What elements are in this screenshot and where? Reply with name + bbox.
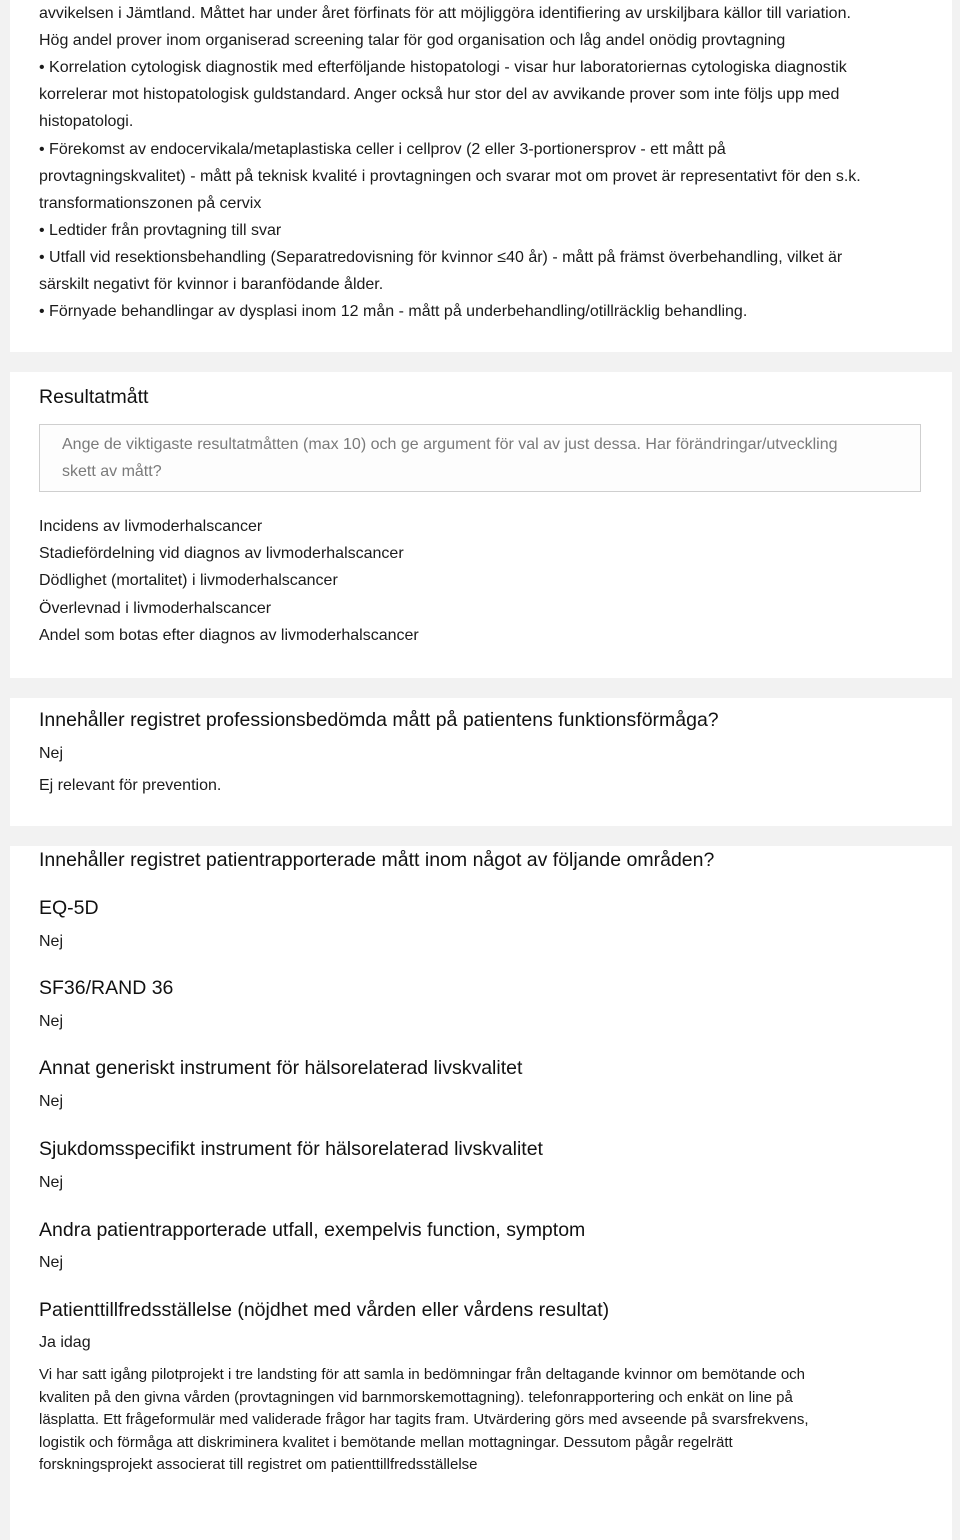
instrument-label: Annat generiskt instrument för hälsorelaterad livskvalitet: [39, 1057, 523, 1079]
instrument-label: Patienttillfredsställelse (nöjdhet med vården eller vårdens resultat): [39, 1299, 610, 1321]
answer-text: Nej: [39, 745, 64, 762]
patient-reported-panel: [10, 846, 952, 1540]
instrument-answer: Nej: [39, 1254, 64, 1271]
text-line: • Korrelation cytologisk diagnostik med efterföljande histopatologi - visar hur laboratoriernas cytologiska diagnostik: [39, 59, 847, 76]
instrument-label: Sjukdomsspecifikt instrument för hälsorelaterad livskvalitet: [39, 1138, 543, 1160]
result-item: Stadiefördelning vid diagnos av livmoderhalscancer: [39, 545, 404, 562]
text-line: korrelerar mot histopatologisk guldstandard. Anger också hur stor del av avvikande prover som inte följs upp med: [39, 86, 840, 103]
description-line: läsplatta. Ett frågeformulär med validerade frågor har tagits fram. Utvärdering görs med avseende på svarsfrekvens,: [39, 1411, 809, 1428]
result-item: Överlevnad i livmoderhalscancer: [39, 600, 272, 617]
instrument-label: EQ-5D: [39, 897, 99, 919]
result-item: Andel som botas efter diagnos av livmoderhalscancer: [39, 627, 419, 644]
comment-text: Ej relevant för prevention.: [39, 777, 222, 794]
process-measures-panel: [10, 0, 952, 352]
instrument-answer: Nej: [39, 1174, 64, 1191]
hint-box: [39, 424, 921, 492]
section-heading: Resultatmått: [39, 386, 149, 408]
text-line: provtagningskvalitet) - mått på teknisk kvalité i provtagningen och svarar mot om provet är representativt för den s.k.: [39, 168, 861, 185]
text-line: histopatologi.: [39, 113, 134, 130]
text-line: Hög andel prover inom organiserad screening talar för god organisation och låg andel onödig provtagning: [39, 32, 786, 49]
hint-text: skett av mått?: [62, 463, 162, 480]
instrument-answer: Ja idag: [39, 1334, 91, 1351]
description-line: kvaliten på den givna vården (provtagningen vid barnmorskemottagning). telefonrapportering och enkät on line på: [39, 1389, 793, 1406]
instrument-label: Andra patientrapporterade utfall, exempelvis function, symptom: [39, 1219, 586, 1241]
result-measures-panel: [10, 372, 952, 678]
instrument-label: SF36/RAND 36: [39, 977, 174, 999]
result-item: Incidens av livmoderhalscancer: [39, 518, 263, 535]
text-line: särskilt negativt för kvinnor i baranfödande ålder.: [39, 276, 384, 293]
text-line: • Ledtider från provtagning till svar: [39, 222, 282, 239]
description-line: forskningsprojekt associerat till registret om patienttillfredsställelse: [39, 1456, 478, 1473]
result-item: Dödlighet (mortalitet) i livmoderhalscancer: [39, 572, 338, 589]
text-line: • Förnyade behandlingar av dysplasi inom 12 mån - mått på underbehandling/otillräcklig behandling.: [39, 303, 748, 320]
function-question-panel: [10, 698, 952, 826]
hint-text: Ange de viktigaste resultatmåtten (max 10) och ge argument för val av just dessa. Har förändringar/utveckling: [62, 436, 838, 453]
question-heading: Innehåller registret patientrapporterade mått inom något av följande områden?: [39, 849, 715, 871]
text-line: transformationszonen på cervix: [39, 195, 262, 212]
instrument-answer: Nej: [39, 1093, 64, 1110]
description-line: logistik och förmåga att diskriminera kvalitet i bemötande mellan mottagningar. Dessutom pågår regelrätt: [39, 1434, 733, 1451]
instrument-answer: Nej: [39, 1013, 64, 1030]
description-line: Vi har satt igång pilotprojekt i tre landsting för att samla in bedömningar från deltagande kvinnor om bemötande och: [39, 1366, 806, 1383]
text-line: • Förekomst av endocervikala/metaplastiska celler i cellprov (2 eller 3-portionersprov - ett mått på: [39, 141, 726, 158]
text-line: avvikelsen i Jämtland. Måttet har under året förfinats för att möjliggöra identifiering av urskiljbara källor till variation.: [39, 5, 851, 22]
question-heading: Innehåller registret professionsbedömda mått på patientens funktionsförmåga?: [39, 709, 719, 731]
text-line: • Utfall vid resektionsbehandling (Separatredovisning för kvinnor ≤40 år) - mått på främst överbehandling, vilket är: [39, 249, 843, 266]
instrument-answer: Nej: [39, 933, 64, 950]
